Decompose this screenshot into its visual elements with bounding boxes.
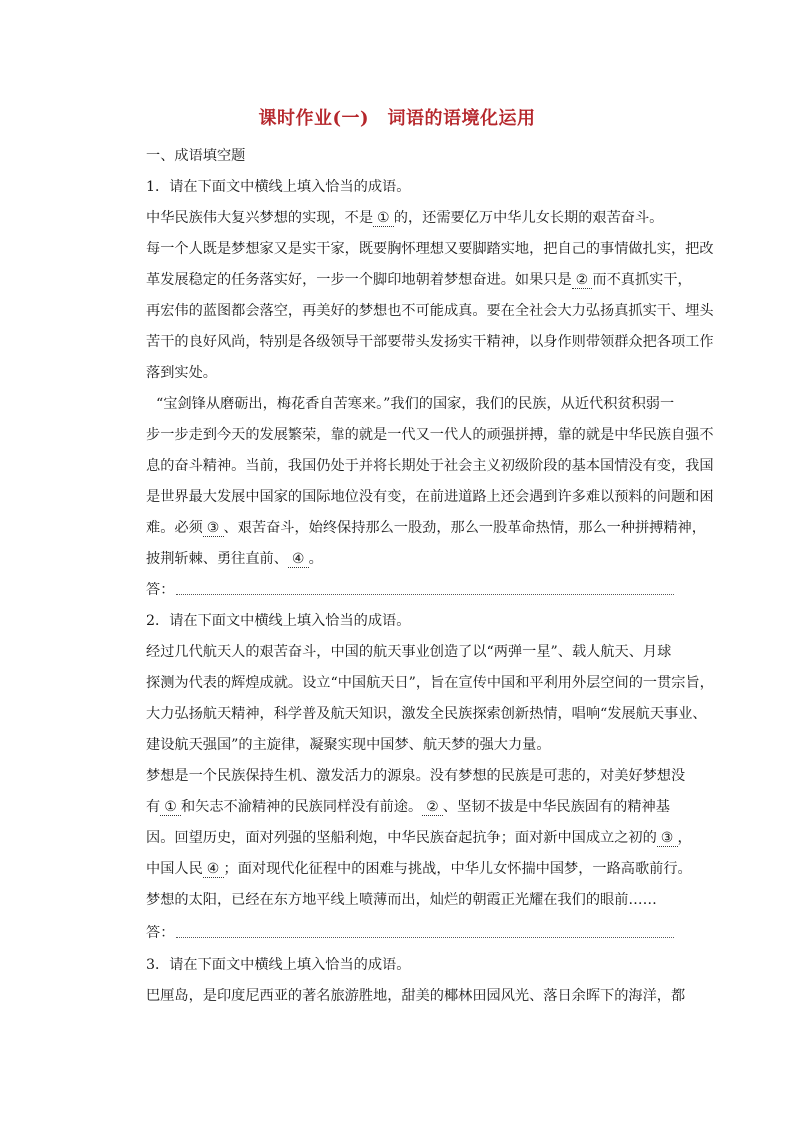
text-span: 有: [146, 799, 161, 815]
q3-prompt: 3．请在下面文中横线上填入恰当的成语。: [146, 957, 411, 973]
text-span: 难。必须: [146, 520, 203, 536]
q2-p2-line5: 梦想的太阳，已经在东方地平线上喷薄而出，灿烂的朝霞正光耀在我们的眼前……: [146, 892, 657, 908]
q2-answer-label: 答：: [146, 925, 175, 941]
text-span: 中华民族伟大复兴梦想的实现，不是: [146, 210, 374, 226]
fill-blank-1[interactable]: ①: [373, 210, 394, 227]
text-span: ，: [677, 830, 692, 846]
q1-p2-line1: “宝剑锋从磨砺出，梅花香自苦寒来。”我们的国家，我们的民族，从近代积贫积弱一: [156, 396, 675, 412]
q1-answer-label: 答：: [146, 582, 175, 598]
fill-blank-2[interactable]: ②: [572, 272, 593, 289]
q2-p2-line3: [146, 828, 692, 848]
page-title: 课时作业(一) 词语的语境化运用: [258, 108, 536, 129]
q2-p1-line1: 经过几代航天人的艰苦奋斗，中国的航天事业创造了以“两弹一星”、载人航天、月球: [146, 644, 672, 660]
q3-line1: 巴厘岛，是印度尼西亚的著名旅游胜地，甜美的椰林田园风光、落日余晖下的海洋，都: [146, 988, 686, 1004]
text-span: 革发展稳定的任务落实好，一步一个脚印地朝着梦想奋进。如果只是: [146, 272, 572, 288]
q1-p1-line5: 苦干的良好风尚，特别是各级领导干部要带头发扬实干精神，以身作则带领群众把各项工作: [146, 334, 714, 350]
q1-p1-line6: 落到实处。: [146, 365, 217, 381]
fill-blank-3[interactable]: ③: [203, 520, 224, 537]
q2-answer-line[interactable]: [176, 937, 674, 938]
text-span: ；面对现代化征程中的困难与挑战，中华儿女怀揣中国梦，一路高歌前行。: [223, 861, 692, 877]
q1-p2-line3: 息的奋斗精神。当前，我国仍处于并将长期处于社会主义初级阶段的基本国情没有变，我国: [146, 458, 714, 474]
fill-blank-1[interactable]: ①: [160, 799, 181, 816]
q2-prompt: 2．请在下面文中横线上填入恰当的成语。: [146, 613, 411, 629]
q1-p2-line4: 是世界最大发展中国家的国际地位没有变，在前进道路上还会遇到许多难以预料的问题和困: [146, 489, 714, 505]
text-span: 而不真抓实干，: [592, 272, 692, 288]
fill-blank-4[interactable]: ④: [288, 551, 309, 568]
fill-blank-2[interactable]: ②: [422, 799, 443, 816]
q1-p1-line4: 再宏伟的蓝图都会落空，再美好的梦想也不可能成真。要在全社会大力弘扬真抓实干、埋头: [146, 303, 714, 319]
fill-blank-3[interactable]: ③: [657, 830, 678, 847]
q1-p2-line6: [146, 549, 323, 569]
q2-p2-line2: [146, 797, 670, 817]
text-span: 的，还需要亿万中华儿女长期的艰苦奋斗。: [393, 210, 664, 226]
section-heading: 一、成语填空题: [146, 148, 246, 164]
q1-answer-line[interactable]: [176, 594, 674, 595]
q1-prompt: 1．请在下面文中横线上填入恰当的成语。: [146, 179, 411, 195]
q1-p1-line1: [146, 208, 663, 228]
q2-p2-line4: [146, 859, 692, 879]
q2-p1-line3: 大力弘扬航天精神，科学普及航天知识，激发全民族探索创新热情，唱响“发展航天事业、: [146, 706, 707, 722]
q2-p1-line2: 探测为代表的辉煌成就。设立“中国航天日”，旨在宣传中国和平利用外层空间的一贯宗旨，: [146, 675, 714, 691]
text-span: 。: [308, 551, 323, 567]
q1-p2-line2: 步一步走到今天的发展繁荣，靠的就是一代又一代人的顽强拼搏，靠的就是中华民族自强不: [146, 427, 714, 443]
text-span: 披荆斩棘、勇往直前、: [146, 551, 288, 567]
text-span: 中国人民: [146, 861, 203, 877]
text-span: 和矢志不渝精神的民族同样没有前途。: [180, 799, 423, 815]
text-span: 、坚韧不拔是中华民族固有的精神基: [442, 799, 670, 815]
q2-p2-line1: 梦想是一个民族保持生机、激发活力的源泉。没有梦想的民族是可悲的，对美好梦想没: [146, 768, 686, 784]
text-span: 、艰苦奋斗，始终保持那么一股劲，那么一股革命热情，那么一种拼搏精神，: [223, 520, 706, 536]
q2-p1-line4: 建设航天强国”的主旋律，凝聚实现中国梦、航天梦的强大力量。: [146, 737, 551, 753]
fill-blank-4[interactable]: ④: [203, 861, 224, 878]
text-span: 因。回望历史，面对列强的坚船利炮，中华民族奋起抗争；面对新中国成立之初的: [146, 830, 657, 846]
q1-p2-line5: [146, 518, 706, 538]
q1-p1-line2: 每一个人既是梦想家又是实干家，既要胸怀理想又要脚踏实地，把自己的事情做扎实，把改: [146, 241, 714, 257]
q1-p1-line3: [146, 270, 692, 290]
